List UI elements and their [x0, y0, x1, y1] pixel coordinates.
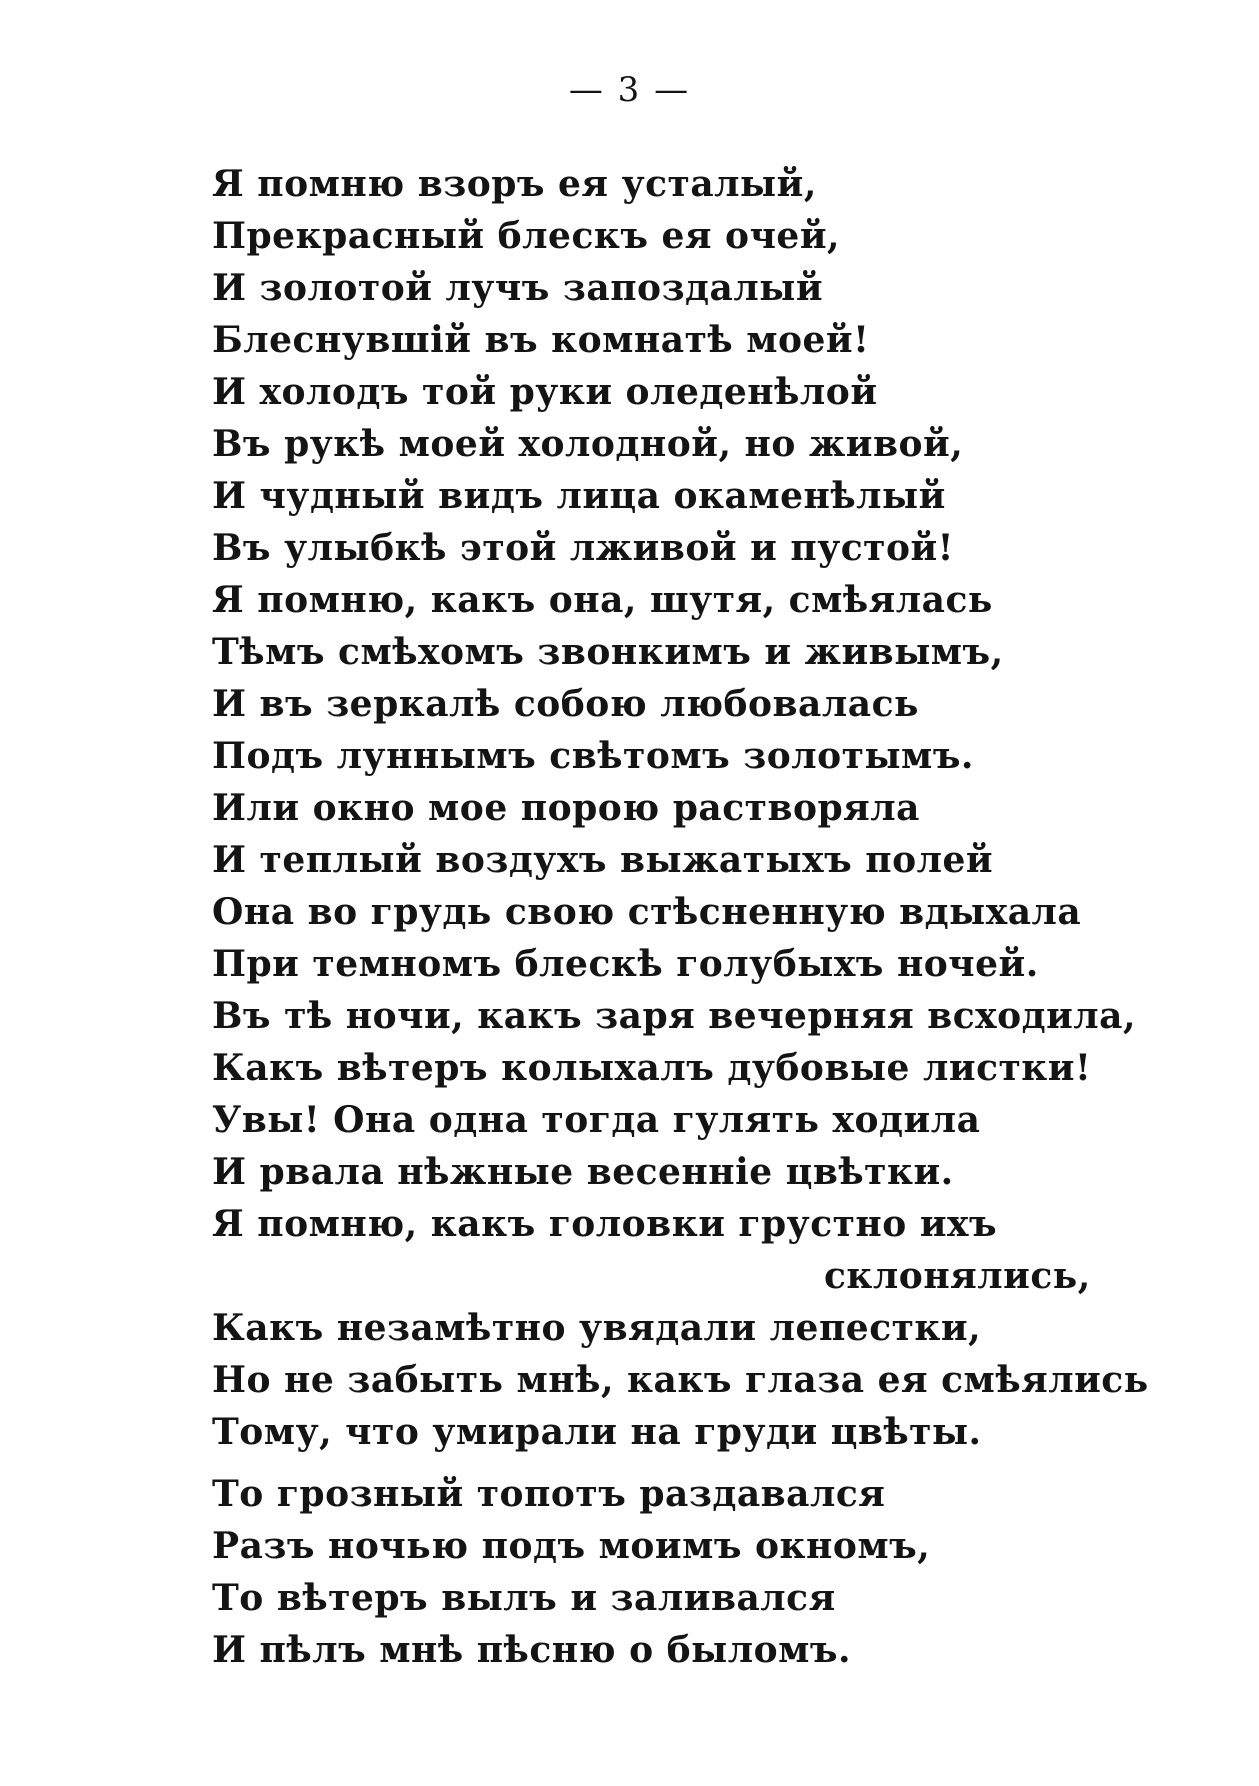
poem-line: И холодъ той руки оледенѣлой	[212, 371, 878, 413]
poem-line: Какъ вѣтеръ колыхалъ дубовые листки!	[212, 1047, 1092, 1089]
page-number: — 3 —	[568, 70, 691, 110]
poem-line: И въ зеркалѣ собою любовалась	[212, 683, 919, 725]
poem-line: И чудный видъ лица окаменѣлый	[212, 475, 946, 517]
poem-line: И рвала нѣжные весенніе цвѣтки.	[212, 1151, 954, 1193]
poem-line: Я помню, какъ она, шутя, смѣялась	[212, 579, 993, 621]
poem-line: И золотой лучъ запоздалый	[212, 267, 824, 309]
poem-line: Увы! Она одна тогда гулять ходила	[212, 1099, 981, 1141]
poem-line: Какъ незамѣтно увядали лепестки,	[212, 1307, 982, 1349]
poem-line: То грозный топотъ раздавался	[212, 1473, 886, 1515]
poem-line: Я помню взоръ ея усталый,	[212, 163, 817, 205]
poem-line: То вѣтеръ вылъ и заливался	[212, 1577, 836, 1619]
stanza-1	[212, 158, 1149, 1458]
poem-line: Тѣмъ смѣхомъ звонкимъ и живымъ,	[212, 631, 1004, 673]
poem-line: И теплый воздухъ выжатыхъ полей	[212, 839, 994, 881]
poem-line: Прекрасный блескъ ея очей,	[212, 215, 841, 257]
poem-line: Въ рукѣ моей холодной, но живой,	[212, 423, 964, 465]
poem-line: Въ тѣ ночи, какъ заря вечерняя всходила,	[212, 995, 1137, 1037]
poem-line: Въ улыбкѣ этой лживой и пустой!	[212, 527, 954, 569]
poem-line: Или окно мое порою растворяла	[212, 787, 920, 829]
poem-line: Я помню, какъ головки грустно ихъ	[212, 1203, 998, 1245]
poem-line: Она во грудь свою стѣсненную вдыхала	[212, 891, 1082, 933]
poem-line: Подъ луннымъ свѣтомъ золотымъ.	[212, 735, 974, 777]
poem-line: Тому, что умирали на груди цвѣты.	[212, 1411, 982, 1453]
poem-line-continuation: склонялись,	[824, 1255, 1091, 1297]
poem-line: Блеснувшій въ комнатѣ моей!	[212, 319, 870, 361]
poem-line: Разъ ночью подъ моимъ окномъ,	[212, 1525, 931, 1567]
poem-line: И пѣлъ мнѣ пѣсню о быломъ.	[212, 1629, 852, 1671]
stanza-2	[212, 1468, 930, 1676]
poem-line: При темномъ блескѣ голубыхъ ночей.	[212, 943, 1039, 985]
poem-line: Но не забыть мнѣ, какъ глаза ея смѣялись	[212, 1359, 1149, 1401]
